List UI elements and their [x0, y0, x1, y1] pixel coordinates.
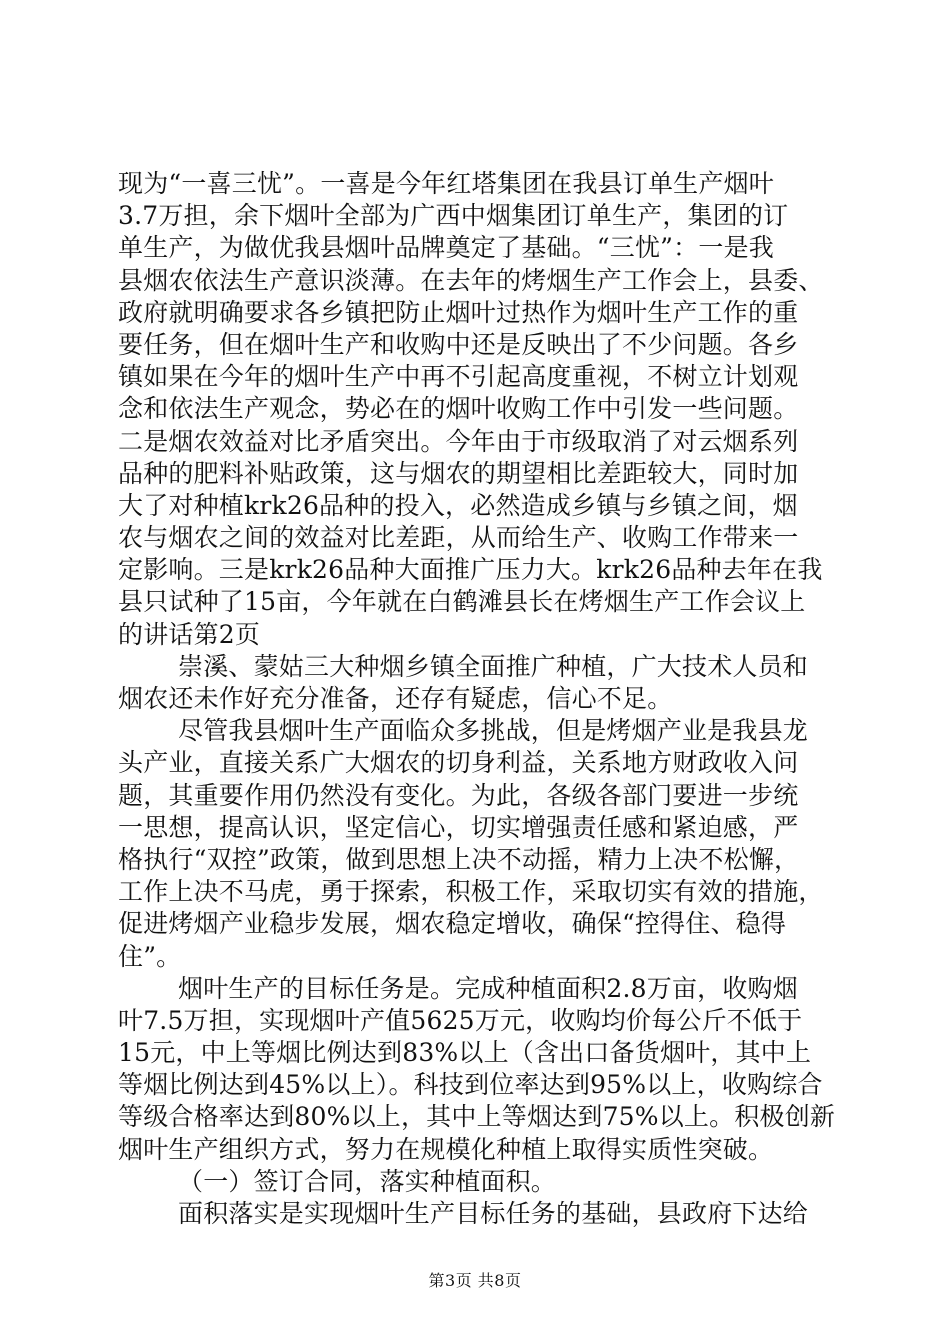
- text-line: 15元，中上等烟比例达到83%以上（含出口备货烟叶，其中上: [118, 1038, 812, 1068]
- text-line: 烟叶生产组织方式，努力在规模化种植上取得实质性突破。: [118, 1134, 774, 1164]
- text-line: 等级合格率达到80%以上，其中上等烟达到75%以上。积极创新: [118, 1102, 836, 1132]
- text-line: 一思想，提高认识，坚定信心，切实增强责任感和紧迫感，严: [118, 812, 799, 842]
- text-line: 崇溪、蒙姑三大种烟乡镇全面推广种植，广大技术人员和: [178, 651, 809, 681]
- text-line: 念和依法生产观念，势必在的烟叶收购工作中引发一些问题。: [118, 394, 799, 424]
- text-line: 品种的肥料补贴政策，这与烟农的期望相比差距较大，同时加: [118, 458, 799, 488]
- text-line: 县烟农依法生产意识淡薄。在去年的烤烟生产工作会上，县委、: [118, 265, 824, 295]
- text-line: 大了对种植krk26品种的投入，必然造成乡镇与乡镇之间，烟: [118, 490, 798, 520]
- text-line: 现为“一喜三忧”。一喜是今年红塔集团在我县订单生产烟叶: [118, 169, 774, 198]
- text-line: 住”。: [118, 941, 182, 971]
- text-line: 农与烟农之间的效益对比差距，从而给生产、收购工作带来一: [118, 523, 799, 553]
- document-body: [118, 168, 836, 1230]
- page-footer: 第3页 共8页: [428, 1271, 522, 1290]
- text-line: 头产业，直接关系广大烟农的切身利益，关系地方财政收入问: [118, 748, 799, 778]
- text-line: 烟叶生产的目标任务是。完成种植面积2.8万亩，收购烟: [178, 973, 798, 1003]
- text-line: 镇如果在今年的烟叶生产中再不引起高度重视，不树立计划观: [118, 362, 799, 392]
- text-line: 工作上决不马虎，勇于探索，积极工作，采取切实有效的措施，: [118, 877, 824, 907]
- text-line: 单生产，为做优我县烟叶品牌奠定了基础。“三忧”：一是我: [118, 233, 774, 263]
- text-line: 的讲话第2页: [118, 619, 261, 649]
- text-line: 要任务，但在烟叶生产和收购中还是反映出了不少问题。各乡: [118, 329, 799, 359]
- section-heading: （一）签订合同，落实种植面积。: [178, 1166, 557, 1196]
- text-line: 题，其重要作用仍然没有变化。为此，各级各部门要进一步统: [118, 780, 799, 810]
- text-line: 二是烟农效益对比矛盾突出。今年由于市级取消了对云烟系列: [118, 426, 799, 456]
- text-line: 政府就明确要求各乡镇把防止烟叶过热作为烟叶生产工作的重: [118, 297, 799, 327]
- text-line: 定影响。三是krk26品种大面推广压力大。krk26品种去年在我: [118, 555, 823, 585]
- text-line: 格执行“双控”政策，做到思想上决不动摇，精力上决不松懈，: [118, 844, 800, 874]
- text-line: 面积落实是实现烟叶生产目标任务的基础，县政府下达给: [178, 1199, 809, 1228]
- text-line: 3.7万担，余下烟叶全部为广西中烟集团订单生产，集团的订: [118, 201, 789, 231]
- text-line: 叶7.5万担，实现烟叶产值5625万元，收购均价每公斤不低于: [118, 1005, 803, 1035]
- text-line: 县只试种了15亩，今年就在白鹤滩县长在烤烟生产工作会议上: [118, 587, 806, 617]
- text-line: 等烟比例达到45%以上）。科技到位率达到95%以上，收购综合: [118, 1070, 823, 1100]
- text-line: 尽管我县烟叶生产面临众多挑战，但是烤烟产业是我县龙: [178, 716, 809, 746]
- text-line: 促进烤烟产业稳步发展，烟农稳定增收，确保“控得住、稳得: [118, 909, 787, 939]
- text-line: 烟农还未作好充分准备，还存有疑虑，信心不足。: [118, 684, 673, 713]
